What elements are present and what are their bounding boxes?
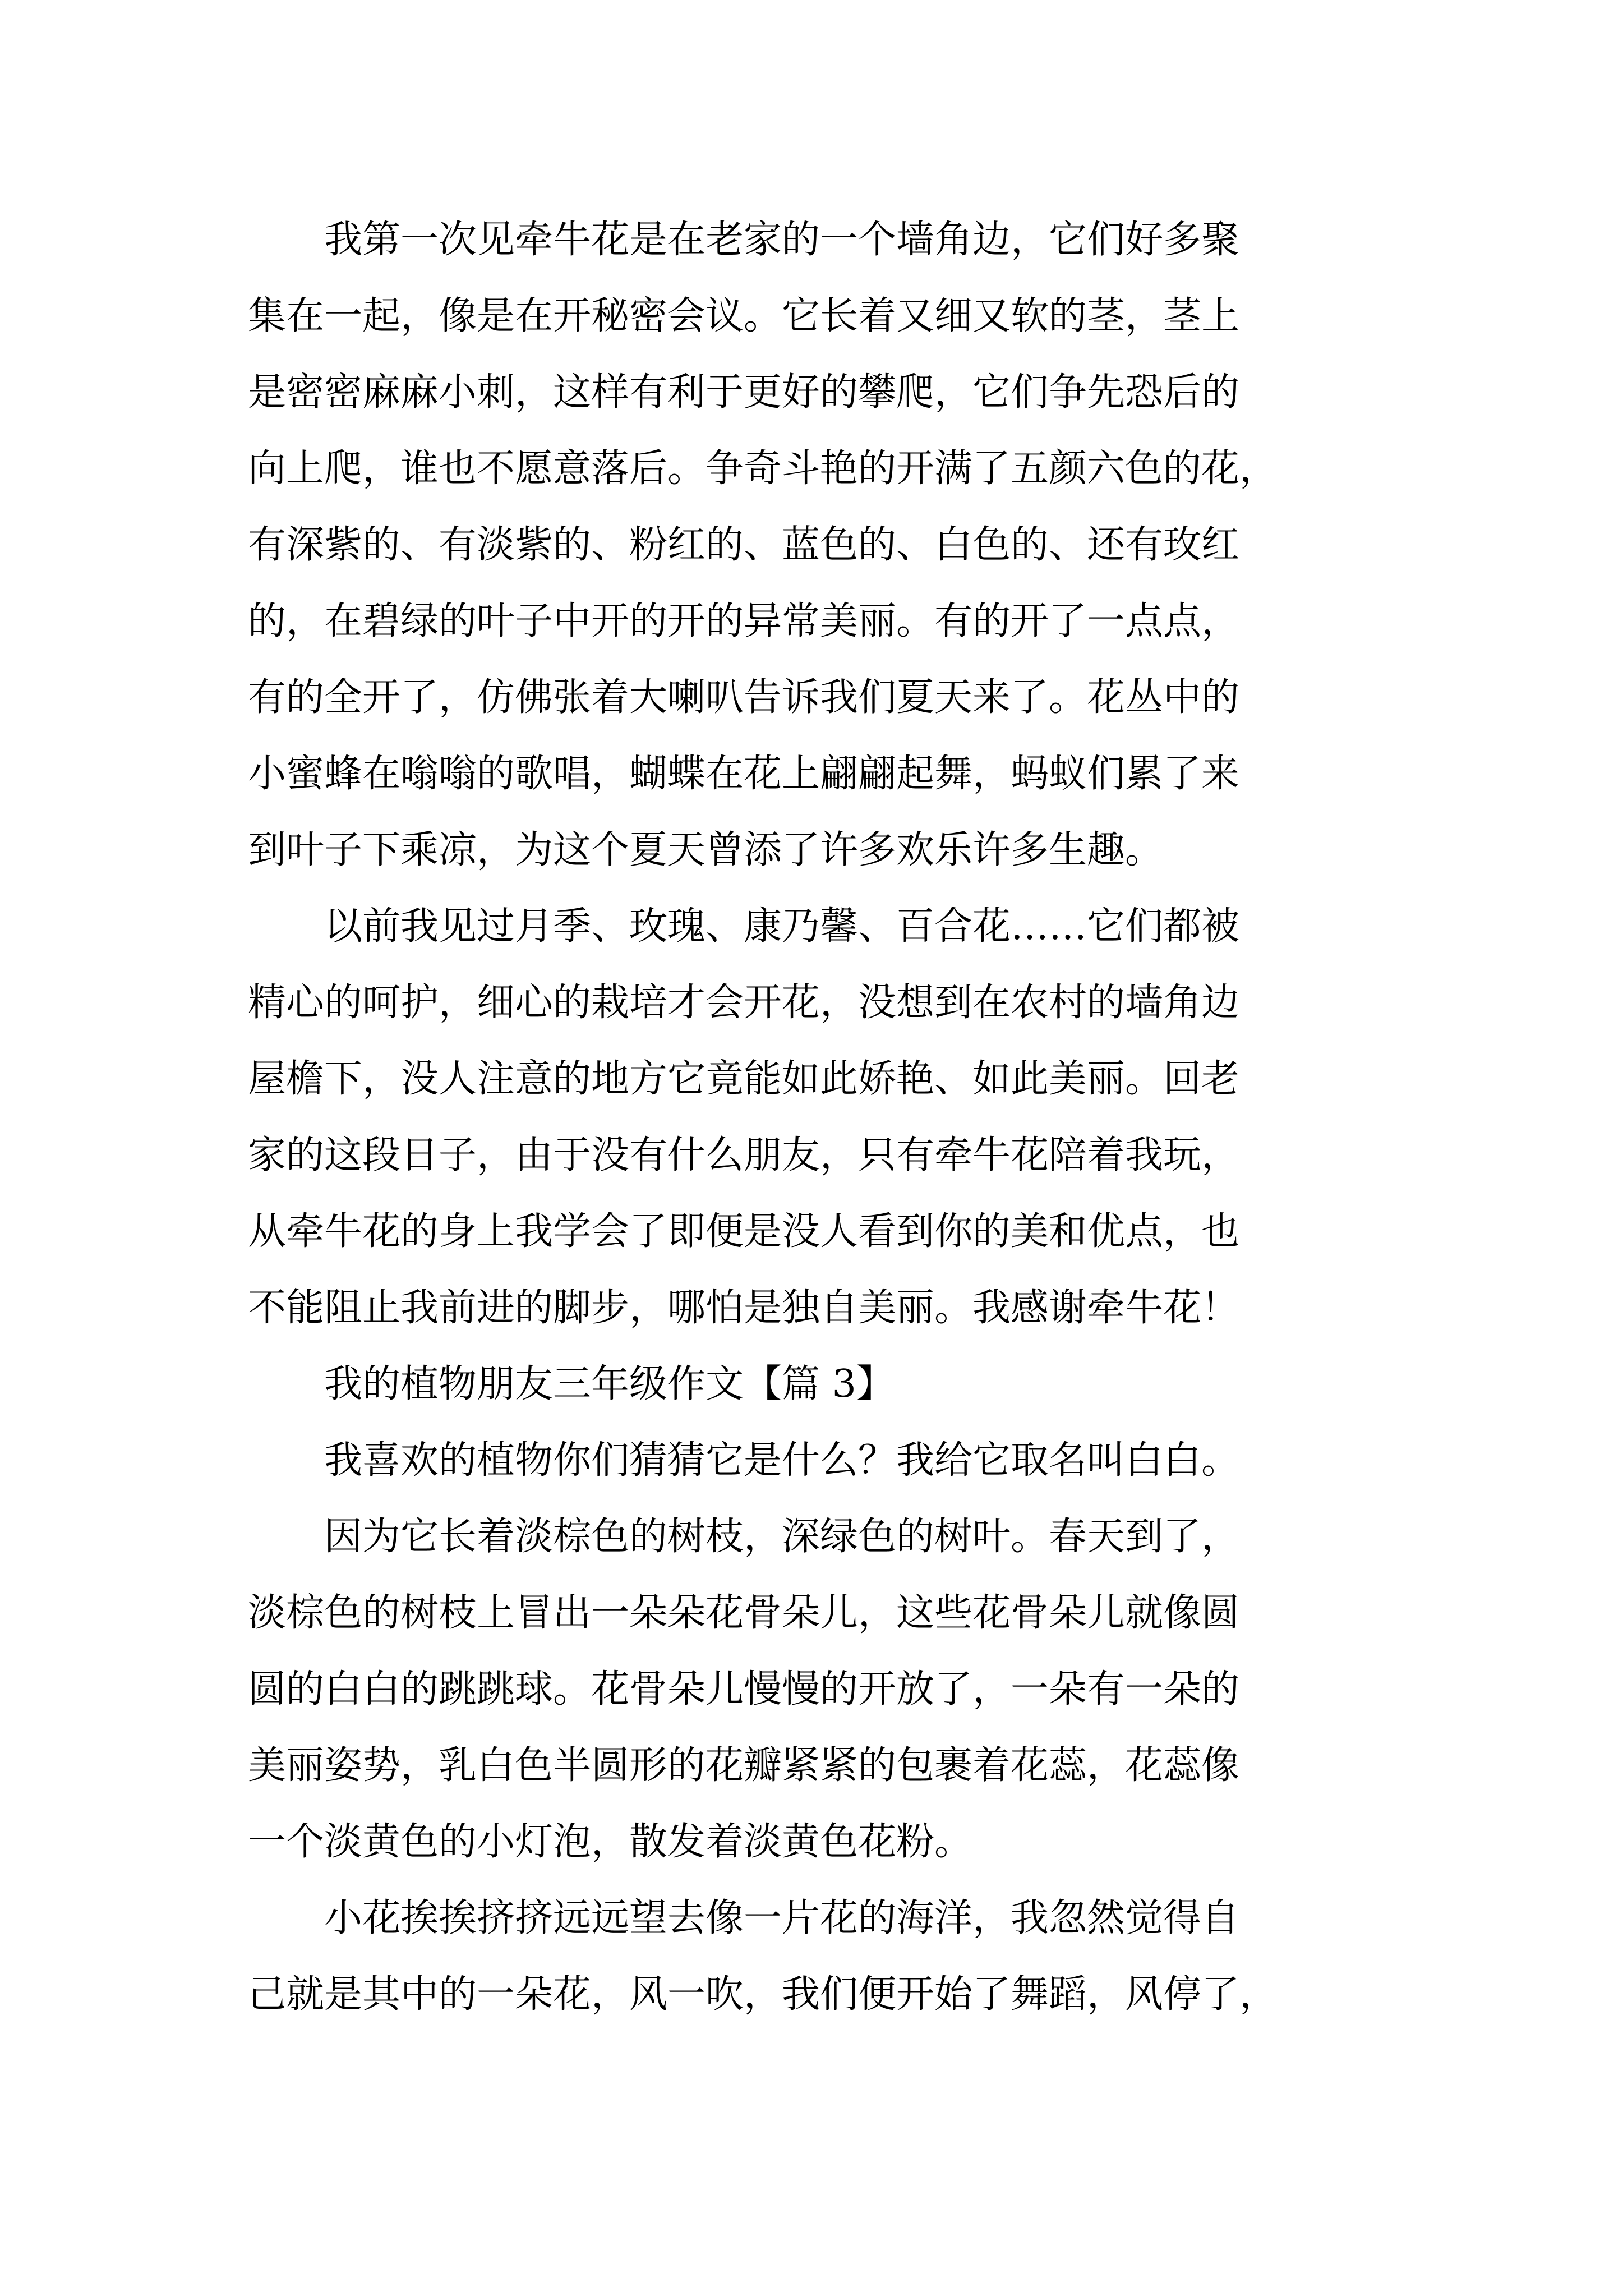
text-line: 我喜欢的植物你们猜猜它是什么？我给它取名叫白白。 [324,1438,1240,1483]
text-line: 小花挨挨挤挤远远望去像一片花的海洋，我忽然觉得自 [324,1896,1240,1940]
text-line: 美丽姿势，乳白色半圆形的花瓣紧紧的包裹着花蕊，花蕊像 [248,1743,1240,1788]
text-line: 一个淡黄色的小灯泡，散发着淡黄色花粉。 [248,1820,973,1864]
text-line: 精心的呵护，细心的栽培才会开花，没想到在农村的墙角边 [248,981,1240,1025]
text-line: 因为它长着淡棕色的树枝，深绿色的树叶。春天到了， [324,1515,1240,1559]
text-line: 圆的白白的跳跳球。花骨朵儿慢慢的开放了，一朵有一朵的 [248,1667,1240,1711]
paragraph-intro [248,1423,1392,1499]
text-line: 有的全开了，仿佛张着大喇叭告诉我们夏天来了。花丛中的 [248,675,1240,720]
paragraph-flower-sea [248,1880,1392,2033]
text-line: 屋檐下，没人注意的地方它竟能如此娇艳、如此美丽。回老 [248,1057,1240,1101]
text-line: 的，在碧绿的叶子中开的开的异常美丽。有的开了一点点， [248,599,1240,643]
paragraph-thanks [248,889,1392,1346]
text-line: 从牵牛花的身上我学会了即便是没人看到你的美和优点，也 [248,1209,1240,1254]
text-line: 己就是其中的一朵花，风一吹，我们便开始了舞蹈，风停了， [248,1972,1278,2017]
text-line: 我第一次见牵牛花是在老家的一个墙角边，它们好多聚 [324,218,1240,262]
text-line: 家的这段日子，由于没有什么朋友，只有牵牛花陪着我玩， [248,1133,1240,1177]
text-line: 集在一起，像是在开秘密会议。它长着又细又软的茎，茎上 [248,294,1240,338]
section-heading [248,1346,1392,1423]
text-line: 有深紫的、有淡紫的、粉红的、蓝色的、白色的、还有玫红 [248,523,1240,567]
document-body [248,202,1392,2033]
text-line: 不能阻止我前进的脚步，哪怕是独自美丽。我感谢牵牛花！ [248,1286,1240,1330]
paragraph-morning-glory [248,202,1392,889]
text-line: 向上爬，谁也不愿意落后。争奇斗艳的开满了五颜六色的花， [248,447,1278,491]
text-line: 是密密麻麻小刺，这样有利于更好的攀爬，它们争先恐后的 [248,370,1240,415]
paragraph-description [248,1499,1392,1880]
heading-line: 我的植物朋友三年级作文【篇 3】 [324,1362,895,1406]
text-line: 以前我见过月季、玫瑰、康乃馨、百合花……它们都被 [324,904,1240,949]
text-line: 到叶子下乘凉，为这个夏天曾添了许多欢乐许多生趣。 [248,828,1164,872]
text-line: 淡棕色的树枝上冒出一朵朵花骨朵儿，这些花骨朵儿就像圆 [248,1591,1240,1635]
text-line: 小蜜蜂在嗡嗡的歌唱，蝴蝶在花上翩翩起舞，蚂蚁们累了来 [248,752,1240,796]
